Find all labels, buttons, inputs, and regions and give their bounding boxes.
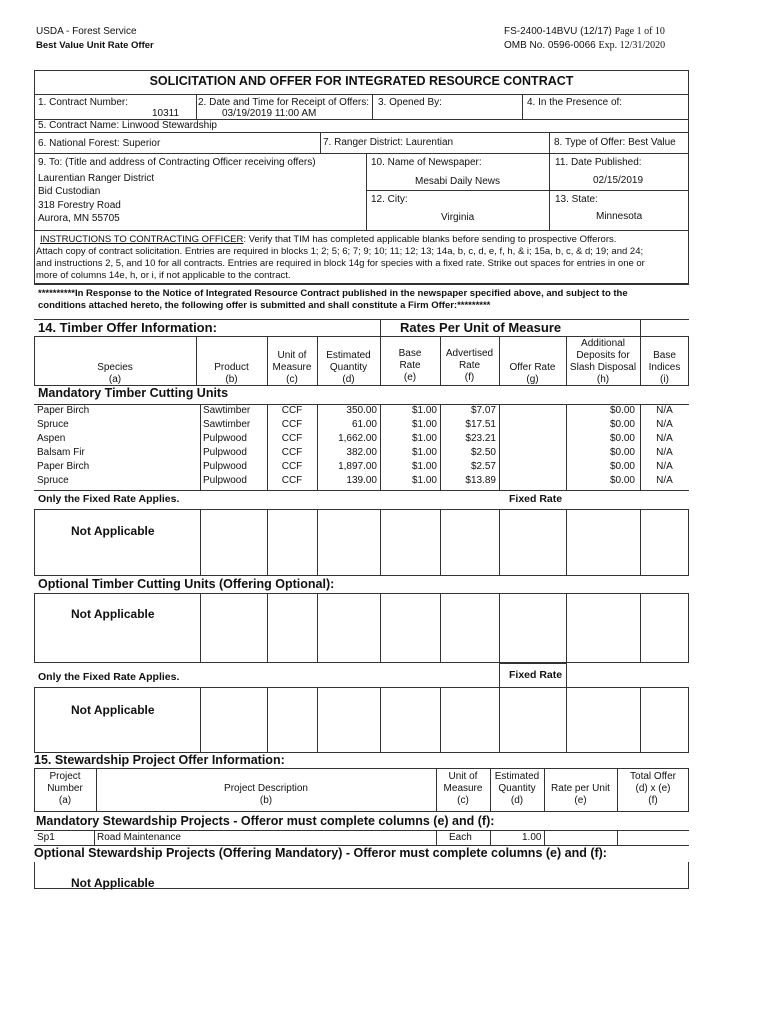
contract-number-label: 1. Contract Number: [38, 97, 129, 108]
cell-add: $0.00 [609, 461, 635, 472]
cell-unit: CCF [281, 461, 303, 472]
not-applicable-1: Not Applicable [71, 524, 155, 538]
cell-unit: CCF [281, 419, 303, 430]
st-col-total: Total Offer (d) x (e) (f) [630, 771, 676, 806]
opened-by-label: 3. Opened By: [378, 97, 442, 108]
instructions-line-3: and instructions 2, 5, and 10 for all contracts. Entries are required in block 14g for species with a fixed rate. Strike out spaces for entries in one or [36, 258, 645, 269]
form-title: Best Value Unit Rate Offer [36, 40, 154, 51]
table-row [34, 446, 689, 460]
cell-unit: CCF [281, 433, 303, 444]
cell-add: $0.00 [609, 419, 635, 430]
rates-title: Rates Per Unit of Measure [400, 320, 562, 335]
col-base-indices: Base Indices (i) [648, 350, 681, 385]
cell-unit: CCF [281, 475, 303, 486]
timber-table [34, 404, 689, 490]
address-line-1: Laurentian Ranger District [38, 173, 155, 184]
cell-species: Spruce [37, 419, 69, 430]
response-line-2: conditions attached hereto, the following offer is submitted and shall constitute a Firm Offer:********* [38, 300, 491, 311]
col-additional: Additional Deposits for Slash Disposal (h) [569, 338, 637, 385]
cell-unit: CCF [281, 405, 303, 416]
agency-name: USDA - Forest Service [36, 26, 137, 37]
table-row [34, 404, 689, 418]
st-col-quantity: Estimated Quantity (d) [494, 771, 540, 806]
cell-base: $1.00 [411, 461, 437, 472]
newspaper-value: Mesabi Daily News [415, 176, 501, 187]
cell-product: Pulpwood [203, 447, 247, 458]
cell-species: Spruce [37, 475, 69, 486]
contract-name: 5. Contract Name: Linwood Stewardship [38, 120, 217, 131]
cell-product: Pulpwood [203, 433, 247, 444]
form-number: FS-2400-14BVU (12/17) Page 1 of 10 [504, 26, 665, 37]
presence-label: 4. In the Presence of: [527, 97, 623, 108]
date-published-label: 11. Date Published: [555, 157, 642, 168]
instructions-line-4: more of columns 14e, h, or i, if not applicable to the contract. [36, 270, 291, 281]
cell-product: Pulpwood [203, 461, 247, 472]
omb-number: OMB No. 0596-0066 Exp. 12/31/2020 [504, 40, 666, 51]
cell-qty: 139.00 [346, 475, 377, 486]
st-row-quantity: 1.00 [522, 832, 542, 843]
document-title: SOLICITATION AND OFFER FOR INTEGRATED RESOURCE CONTRACT [149, 74, 574, 88]
cell-species: Paper Birch [37, 405, 90, 416]
cell-species: Paper Birch [37, 461, 90, 472]
st-row-number: Sp1 [37, 832, 55, 843]
cell-base: $1.00 [411, 405, 437, 416]
cell-qty: 61.00 [351, 419, 377, 430]
state-label: 13. State: [555, 194, 598, 205]
cell-base: $1.00 [411, 419, 437, 430]
mandatory-stewardship-title: Mandatory Stewardship Projects - Offeror must complete columns (e) and (f): [36, 814, 495, 828]
not-applicable-2: Not Applicable [71, 607, 155, 621]
col-estimated: Estimated Quantity (d) [326, 350, 371, 385]
cell-qty: 382.00 [346, 447, 377, 458]
optional-timber-title: Optional Timber Cutting Units (Offering Optional): [38, 577, 335, 591]
col-advertised: Advertised Rate (f) [445, 348, 494, 383]
cell-add: $0.00 [609, 475, 635, 486]
st-col-unit: Unit of Measure (c) [443, 771, 483, 806]
to-label: 9. To: (Title and address of Contracting Officer receiving offers) [38, 157, 316, 168]
cell-idx: N/A [656, 447, 673, 458]
table-row [34, 418, 689, 432]
st-col-description: Project Description (b) [224, 783, 308, 806]
cell-qty: 350.00 [346, 405, 377, 416]
cell-add: $0.00 [609, 433, 635, 444]
fixed-rate-label-1: Fixed Rate [509, 493, 563, 505]
newspaper-label: 10. Name of Newspaper: [371, 157, 482, 168]
fixed-rate-note-2: Only the Fixed Rate Applies. [38, 671, 180, 683]
st-col-rate: Rate per Unit (e) [551, 783, 610, 806]
cell-adv: $2.50 [470, 447, 496, 458]
type-of-offer: 8. Type of Offer: Best Value [554, 137, 676, 148]
stewardship-section-title: 15. Stewardship Project Offer Information: [34, 753, 285, 767]
cell-adv: $2.57 [470, 461, 496, 472]
mandatory-na-block [34, 509, 689, 576]
fixed-na-block [34, 687, 689, 753]
cell-qty: 1,662.00 [338, 433, 377, 444]
optional-na-block [34, 593, 689, 663]
col-offer-rate: Offer Rate (g) [509, 362, 556, 385]
date-published-value: 02/15/2019 [593, 175, 644, 186]
mandatory-timber-title: Mandatory Timber Cutting Units [38, 386, 229, 400]
response-line-1: **********In Response to the Notice of Integrated Resource Contract published in the newspaper specified above, and subject to the [38, 288, 628, 299]
col-base-rate: Base Rate (e) [398, 348, 422, 383]
national-forest: 6. National Forest: Superior [38, 138, 161, 149]
optional-stewardship-title: Optional Stewardship Projects (Offering Mandatory) - Offeror must complete columns (e) and (f): [34, 846, 607, 860]
cell-species: Balsam Fir [37, 447, 85, 458]
cell-adv: $7.07 [470, 405, 496, 416]
st-row-unit: Each [449, 832, 472, 843]
cell-base: $1.00 [411, 433, 437, 444]
address-line-2: Bid Custodian [38, 186, 101, 197]
date-time-label: 2. Date and Time for Receipt of Offers: [198, 97, 370, 108]
city-label: 12. City: [371, 194, 408, 205]
cell-add: $0.00 [609, 447, 635, 458]
cell-idx: N/A [656, 419, 673, 430]
instructions-line-2: Attach copy of contract solicitation. Entries are required in blocks 1; 2; 5; 6; 7; 9; 10; 11; 12; 13; 14a, b, c, d, e, f, h, & i; 15a, b, c, & d; 19; and 24; [36, 246, 644, 257]
cell-add: $0.00 [609, 405, 635, 416]
st-row-description: Road Maintenance [97, 832, 181, 843]
state-value: Minnesota [596, 211, 643, 222]
city-value: Virginia [441, 212, 475, 223]
fixed-rate-note-1: Only the Fixed Rate Applies. [38, 493, 180, 505]
cell-adv: $13.89 [465, 475, 496, 486]
cell-idx: N/A [656, 433, 673, 444]
cell-product: Sawtimber [203, 419, 251, 430]
table-row [34, 474, 689, 488]
cell-idx: N/A [656, 405, 673, 416]
ranger-district: 7. Ranger District: Laurentian [323, 137, 454, 148]
cell-unit: CCF [281, 447, 303, 458]
cell-qty: 1,897.00 [338, 461, 377, 472]
instructions-line-1: INSTRUCTIONS TO CONTRACTING OFFICER: Verify that TIM has completed applicable blanks before sending to prospective Offerors. [40, 234, 617, 245]
not-applicable-4: Not Applicable [71, 876, 155, 890]
st-col-number: Project Number (a) [47, 771, 83, 806]
date-time-value: 03/19/2019 11:00 AM [222, 108, 317, 119]
not-applicable-3: Not Applicable [71, 703, 155, 717]
cell-idx: N/A [656, 475, 673, 486]
timber-section-title: 14. Timber Offer Information: [38, 320, 217, 335]
col-species: Species (a) [97, 362, 133, 385]
col-product: Product (b) [214, 362, 249, 385]
table-row [34, 432, 689, 446]
cell-adv: $17.51 [465, 419, 496, 430]
col-unit: Unit of Measure (c) [272, 350, 312, 385]
cell-species: Aspen [37, 433, 66, 444]
contract-number-value: 10311 [152, 108, 180, 119]
table-row [34, 460, 689, 474]
cell-idx: N/A [656, 461, 673, 472]
cell-product: Sawtimber [203, 405, 251, 416]
cell-base: $1.00 [411, 447, 437, 458]
cell-product: Pulpwood [203, 475, 247, 486]
cell-adv: $23.21 [465, 433, 496, 444]
fixed-rate-label-2: Fixed Rate [509, 669, 563, 681]
address-line-3: 318 Forestry Road [38, 200, 121, 211]
address-line-4: Aurora, MN 55705 [38, 213, 120, 224]
cell-base: $1.00 [411, 475, 437, 486]
